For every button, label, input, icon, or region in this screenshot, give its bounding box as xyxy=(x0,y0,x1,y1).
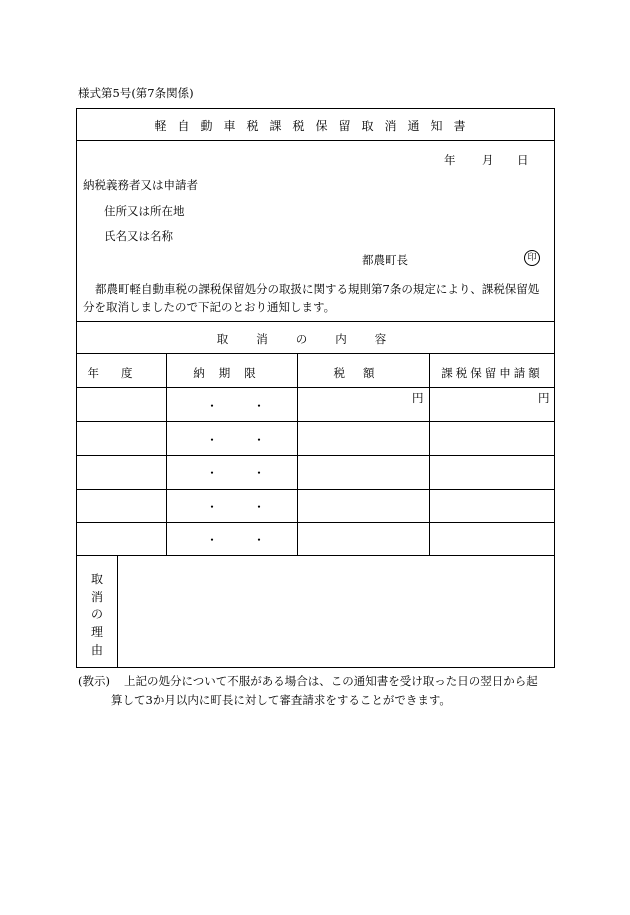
yen-unit-deferral: 円 xyxy=(538,391,550,405)
date-separator: ・ xyxy=(253,500,266,514)
seal-mark: 印 xyxy=(524,250,540,266)
header-deferral-amount: 課税保留申請額 xyxy=(441,366,543,380)
date-separator: ・ xyxy=(206,466,219,480)
date-separator: ・ xyxy=(206,399,219,413)
row-line xyxy=(76,421,555,422)
date-separator: ・ xyxy=(253,466,266,480)
section-divider xyxy=(76,321,555,322)
addressee-label: 納税義務者又は申請者 xyxy=(83,178,198,192)
column-line xyxy=(429,353,430,555)
header-bottom-line xyxy=(76,387,555,388)
date-day: 日 xyxy=(517,153,529,167)
column-line xyxy=(166,353,167,555)
reason-label-char: 由 xyxy=(90,643,103,657)
date-separator: ・ xyxy=(253,399,266,413)
row-line xyxy=(76,522,555,523)
reason-label-char: の xyxy=(90,607,103,621)
row-line xyxy=(76,455,555,456)
section-title: 取消の内容 xyxy=(216,332,415,346)
header-due-date: 納期限 xyxy=(193,366,270,380)
address-label: 住所又は所在地 xyxy=(104,204,185,218)
date-separator: ・ xyxy=(253,433,266,447)
date-year: 年 xyxy=(444,153,456,167)
reason-label-char: 取 xyxy=(90,572,103,586)
form-title: 軽自動車税課税保留取消通知書 xyxy=(154,119,477,133)
header-tax-amount: 税額 xyxy=(333,366,393,380)
column-line xyxy=(297,353,298,555)
date-separator: ・ xyxy=(206,433,219,447)
reason-label-char: 消 xyxy=(90,590,103,604)
row-line xyxy=(76,555,555,556)
yen-unit-tax: 円 xyxy=(412,391,424,405)
row-line xyxy=(76,489,555,490)
form-number: 様式第5号(第7条関係) xyxy=(78,86,194,100)
body-text-line1: 都農町軽自動車税の課税保留処分の取扱に関する規則第7条の規定により、課税保留処 xyxy=(95,282,540,296)
body-text-line2: 分を取消しましたので下記のとおり通知します。 xyxy=(83,300,336,314)
notice-label: (教示) xyxy=(78,674,110,688)
date-separator: ・ xyxy=(253,533,266,547)
reason-label-char: 理 xyxy=(90,625,103,639)
date-month: 月 xyxy=(482,153,494,167)
notice-line1: 上記の処分について不服がある場合は、この通知書を受け取った日の翌日から起 xyxy=(124,674,538,688)
reason-column-line xyxy=(117,555,118,668)
header-fiscal-year: 年度 xyxy=(87,366,155,380)
title-divider xyxy=(76,140,555,141)
notice-line2: 算して3か月以内に町長に対して審査請求をすることができます。 xyxy=(111,693,451,707)
header-top-line xyxy=(76,353,555,354)
name-label: 氏名又は名称 xyxy=(104,229,173,243)
date-separator: ・ xyxy=(206,500,219,514)
issuer-title: 都農町長 xyxy=(362,253,408,267)
date-separator: ・ xyxy=(206,533,219,547)
